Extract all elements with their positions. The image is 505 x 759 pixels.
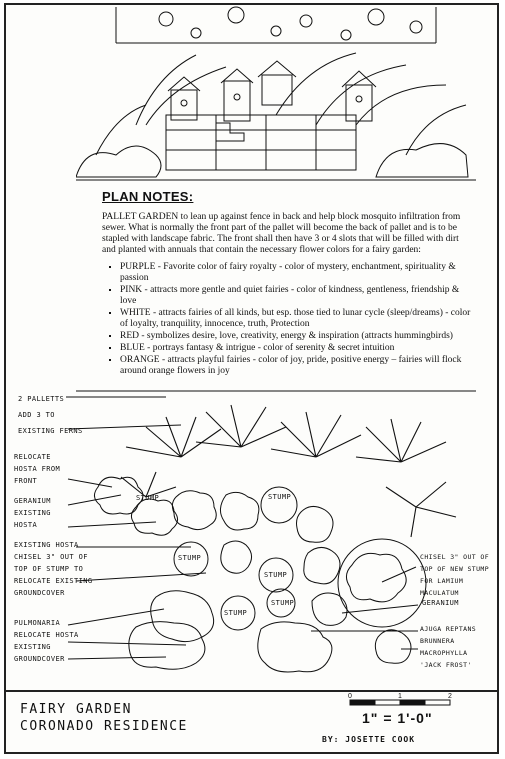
plan-notes-heading: PLAN NOTES: xyxy=(102,189,194,204)
drawing-sheet xyxy=(4,3,499,754)
stump-label-3: STUMP xyxy=(178,554,202,562)
label-pallets: 2 PALLETTS ADD 3 TO EXISTING FERNS xyxy=(18,395,83,435)
label-chisel-left: EXISTING HOSTA CHISEL 3" OUT OF TOP OF STUMP TO RELOCATE EXISTING GROUNDCOVER xyxy=(14,541,93,597)
color-note-white: ▪ WHITE - attracts fairies of all kinds, but esp. those tied to lunar cycle (sleep/dreams) - color of loyalty, tranquility, innocence, truth, Protection xyxy=(120,308,472,330)
label-relocate-hosta: RELOCATE HOSTA FROM FRONT xyxy=(14,453,61,485)
elevation-sketch xyxy=(76,5,476,183)
color-note-purple: ▪ PURPLE - Favorite color of fairy royalty - color of mystery, enchantment, spirituality & passion xyxy=(120,262,472,284)
scale-text: 1" = 1'-0" xyxy=(362,710,433,726)
label-pulmonaria: PULMONARIA RELOCATE HOSTA EXISTING GROUNDCOVER xyxy=(14,619,79,663)
scale-tick-2: 2 xyxy=(448,693,452,700)
color-note-blue: ▪ BLUE - portrays fantasy & intrigue - color of serenity & secret intuition xyxy=(120,343,472,354)
scale-tick-1: 1 xyxy=(398,693,402,700)
label-geranium-hosta: GERANIUM EXISTING HOSTA xyxy=(14,497,51,529)
color-note-pink: ▪ PINK - attracts more gentle and quiet fairies - color of kindness, gentleness, friendship & love xyxy=(120,285,472,307)
color-note-orange: ▪ ORANGE - attracts playful fairies - color of joy, pride, positive energy – fairies will flock around orange flowers in joy xyxy=(120,355,472,377)
stump-label-6: STUMP xyxy=(271,599,295,607)
plan-notes xyxy=(102,191,472,378)
label-ajuga: AJUGA REPTANS BRUNNERA MACROPHYLLA 'JACK FROST' xyxy=(420,625,477,669)
scale-tick-0: 0 xyxy=(348,693,352,700)
stump-label-4: STUMP xyxy=(264,571,288,579)
label-chisel-right: CHISEL 3" OUT OF TOP OF NEW STUMP FOR LAMIUM MACULATUM xyxy=(420,553,490,597)
stump-label-5: STUMP xyxy=(224,609,248,617)
title-block xyxy=(6,690,497,752)
stump-label-1: STUMP xyxy=(136,494,160,502)
plan-view xyxy=(6,387,501,687)
color-note-red: ▪ RED - symbolizes desire, love, creativity, energy & inspiration (attracts hummingbirds) xyxy=(120,331,472,342)
stump-label-2: STUMP xyxy=(268,493,292,501)
title-line-2: CORONADO RESIDENCE xyxy=(20,719,188,734)
label-geranium-right: GERANIUM xyxy=(422,599,459,607)
byline: BY: JOSETTE COOK xyxy=(322,735,416,744)
title-line-1: FAIRY GARDEN xyxy=(20,702,132,717)
fairy-color-list xyxy=(102,262,472,377)
drawing-title xyxy=(20,701,188,735)
plan-notes-intro: PALLET GARDEN to lean up against fence in back and help block mosquito infiltration from sewer. What is normally the front part of the pallet will become the back of pallet and is to be stapled with landscape fabric. The front shall then have 3 or 4 slots that will be filled with dirt and planted with annuals that contain the necessary flower colors for a fairy garden: xyxy=(102,212,461,255)
